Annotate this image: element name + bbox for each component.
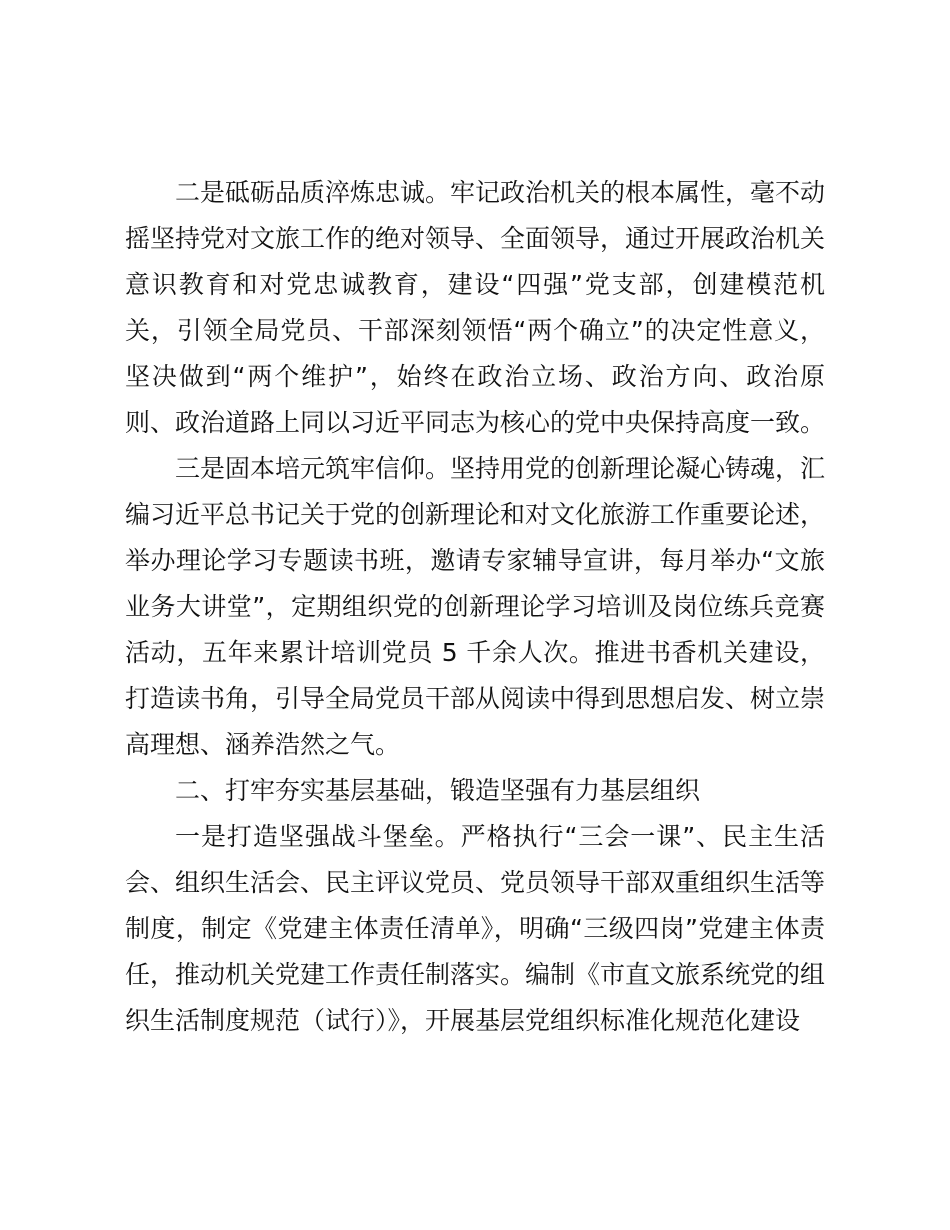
section-heading-grassroots: 二、打牢夯实基层基础，锻造坚强有力基层组织 [175,776,701,805]
paragraph-political-loyalty: 二是砥砺品质淬炼忠诚。牢记政治机关的根本属性，毫不动摇坚持党对文旅工作的绝对领导、全面领导，通过开展政治机关意识教育和对党忠诚教育，建设“四强”党支部，创建模范机关，引领全局党员、干部深刻领悟“两个确立”的决定性意义，坚决做到“两个维护”，始终在政治立场、政治方向、政治原则、政治道路上同以习近平同志为核心的党中央保持高度一致。 [125,178,826,437]
paragraph-theory-study: 三是固本培元筑牢信仰。坚持用党的创新理论凝心铸魂，汇编习近平总书记关于党的创新理论和对文化旅游工作重要论述，举办理论学习专题读书班，邀请专家辅导宣讲，每月举办“文旅业务大讲堂”，定期组织党的创新理论学习培训及岗位练兵竞赛活动，五年来累计培训党员 5 千余人次。推进书香机关建设，打造读书角，引导全局党员干部从阅读中得到思想启发、树立崇高理想、涵养浩然之气。 [125,454,826,759]
document-body [125,170,825,1044]
paragraph-fortress-building: 一是打造坚强战斗堡垒。严格执行“三会一课”、民主生活会、组织生活会、民主评议党员、党员领导干部双重组织生活等制度，制定《党建主体责任清单》，明确“三级四岗”党建主体责任，推动机关党建工作责任制落实。编制《市直文旅系统党的组织生活制度规范（试行）》，开展基层党组织标准化规范化建设 [125,822,826,1035]
